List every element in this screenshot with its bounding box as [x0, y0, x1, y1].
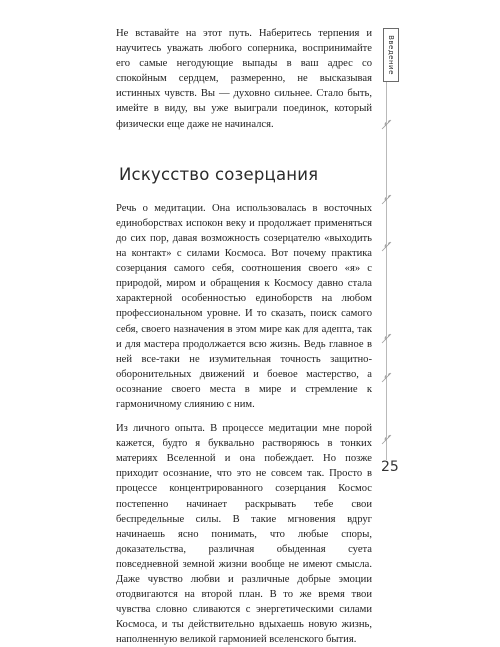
page-number: 25: [381, 459, 399, 475]
leaf-sprig-icon: [380, 332, 393, 345]
text-column: [116, 26, 372, 647]
paragraph-1: Не вставайте на этот путь. Наберитесь терпения и научитесь уважать любого соперника, воспринимайте его самые негодующие выпады в ваш адрес со спокойным сердцем, размеренно, не высказывая истинных чувств. Вы — духовно сильнее. Стало быть, имейте в виду, вы уже выиграли поединок, который физически еще даже не начинался.: [116, 28, 372, 130]
leaf-sprig-icon: [380, 433, 393, 446]
leaf-sprig-icon: [380, 118, 393, 131]
section-tab-label: Введение: [387, 35, 395, 75]
section-tab: [383, 28, 399, 82]
paragraph-3: Из личного опыта. В процессе медитации мне порой кажется, будто я буквально растворяюсь в тонких материях Вселенной и она побеждает. Но позже приходит осознание, что это не совсем так. Просто в процессе концентрированного созерцания Космос постепенно начинает раскрывать тебе свои беспредельные силы. В такие мгновения вдруг начинаешь ясно понимать, что любые споры, доказательства, различная обыденная суета повседневной земной жизни вообще не имеют смысла. Даже чувство любви и различные добрые эмоции отодвигаются на второй план. В то же время твои чувства словно сливаются с энергетическими силами Космоса, и ты действительно вдыхаешь новую жизнь, наполненную великой гармонией вселенского бытия.: [116, 423, 372, 646]
paragraph-2: Речь о медитации. Она использовалась в восточных единоборствах испокон веку и продолжает применяться до сих пор, давая возможность созерцателю «выходить на контакт» с силами Космоса. Вот почему практика созерцания самого себя, соотношения своего «я» с природой, миром и обращения к Космосу давно стала характерной особенностью единоборств на любом профессиональном уровне. И то сказать, поиск самого себя, своего назначения в этом мире как для адепта, так и для мастера продолжается всю жизнь. Ведь главное в ней все-таки не изумительная точность защитно-оборонительных движений и боевое мастерство, а осознание своего места в мире и стремление к гармоничному слиянию с ним.: [116, 202, 372, 410]
leaf-sprig-icon: [380, 193, 393, 206]
section-heading: Искусство созерцания: [119, 164, 319, 184]
leaf-sprig-icon: [380, 371, 393, 384]
leaf-sprig-icon: [380, 240, 393, 253]
